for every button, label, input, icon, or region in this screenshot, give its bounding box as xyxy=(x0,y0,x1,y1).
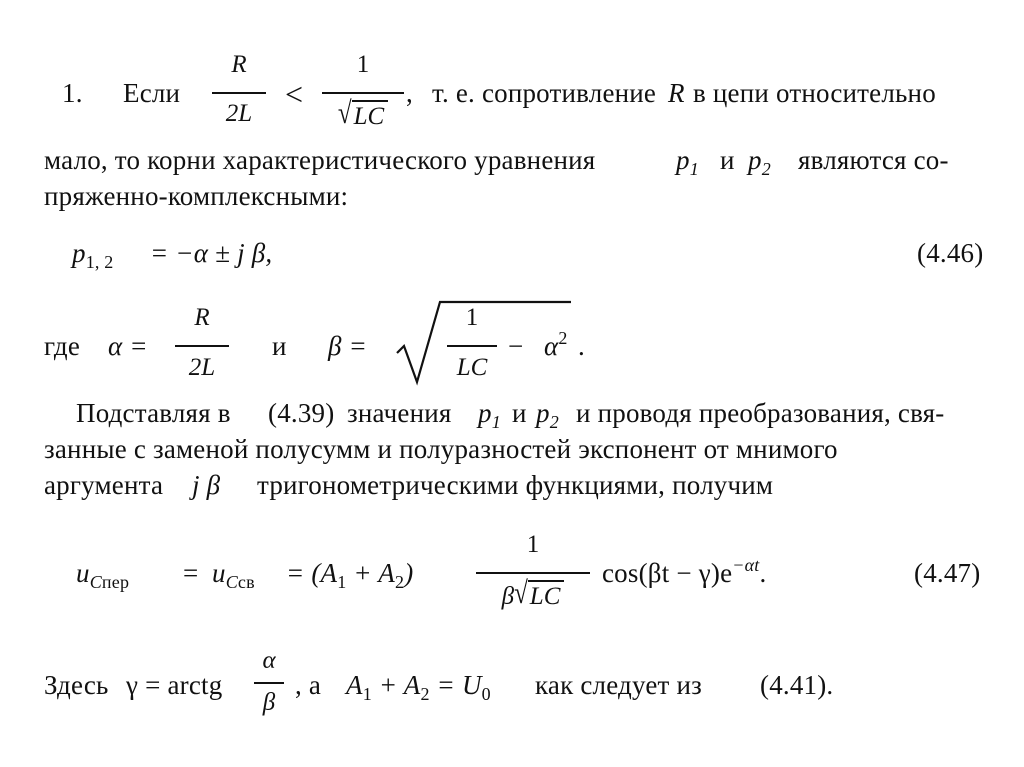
where-word: где xyxy=(44,331,81,361)
cos-term: $\cos(\beta t - \gamma)e^{-\alpha t}$. xyxy=(602,555,767,588)
line2-tail: являются со- xyxy=(798,145,949,175)
line1-tail: в цепи относительно xyxy=(693,78,936,108)
fraction-numerator: R xyxy=(194,304,210,331)
fraction-alpha xyxy=(175,305,229,385)
j-beta: j β xyxy=(192,470,221,500)
fraction-denominator: 2L xyxy=(225,100,253,127)
eq446-rhs: = −α ± j β, xyxy=(150,238,273,268)
alpha-squared: $\alpha^2$ xyxy=(544,328,568,361)
fraction-bar xyxy=(447,345,497,347)
amplitude-sum: = $(A_1 + A_2)$ xyxy=(286,558,414,592)
para-values-word: значения xyxy=(347,398,452,428)
u-c-sv: $u_{Cсв}$ xyxy=(212,558,255,592)
para-line1-start: Подставляя в xyxy=(76,398,231,428)
equals-sign: = xyxy=(183,558,199,588)
fraction-one-over-lc xyxy=(447,305,497,385)
fraction-denominator: β√LC xyxy=(476,580,590,609)
and-word: и xyxy=(720,145,735,175)
fraction-numerator: 1 xyxy=(356,51,370,78)
fraction-bar xyxy=(175,345,229,347)
fraction-denominator: 2L xyxy=(188,354,216,381)
fraction-bar xyxy=(254,682,284,684)
here-ref: (4.41). xyxy=(760,670,834,700)
minus-sign: − xyxy=(508,331,524,361)
fraction-bar xyxy=(476,572,590,574)
period: . xyxy=(578,331,585,361)
fraction-numerator: α xyxy=(262,647,276,674)
fraction-bar xyxy=(212,92,266,94)
var-p2: $p_2$ xyxy=(536,398,559,432)
radical-sign: √ xyxy=(337,96,352,131)
fraction-denominator xyxy=(322,96,404,131)
u-c-per: $u_{Cпер}$ xyxy=(76,558,130,592)
para-line3-start: аргумента xyxy=(44,470,164,500)
fraction-numerator: R xyxy=(231,51,247,78)
fraction-one-over-sqrt-lc xyxy=(322,52,404,132)
comma: , xyxy=(406,78,413,108)
fraction-denominator: LC xyxy=(456,354,488,381)
comma-a: , а xyxy=(295,670,322,700)
para-line3-tail: тригонометрическими функциями, получим xyxy=(257,470,774,500)
here-tail: как следует из xyxy=(535,670,702,700)
eq447-label: (4.47) xyxy=(914,558,981,588)
alpha-eq: α = xyxy=(108,331,148,361)
eq446-lhs: $p_{1, 2}$ xyxy=(72,238,114,272)
and-word: и xyxy=(272,331,287,361)
fraction-r-over-2l xyxy=(212,52,266,132)
var-p2: $p_2$ xyxy=(748,145,771,179)
and-word: и xyxy=(512,398,527,428)
gamma-eq: γ = arctg xyxy=(126,670,223,700)
line2-text: мало, то корни характеристического уравнения xyxy=(44,145,596,175)
fraction-numerator: 1 xyxy=(526,531,540,558)
line1-text: т. е. сопротивление xyxy=(432,78,657,108)
para-line2: занные с заменой полусумм и полуразностей экспонент от мнимого xyxy=(44,434,838,464)
fraction-one-over-beta-sqrt-lc xyxy=(476,532,590,612)
fraction-bar xyxy=(322,92,404,94)
radicand: LC xyxy=(528,580,565,609)
eq446-label: (4.46) xyxy=(917,238,984,268)
para-ref: (4.39) xyxy=(268,398,335,428)
fraction-alpha-over-beta xyxy=(254,648,284,720)
if-word: Если xyxy=(123,78,181,108)
radicand: LC xyxy=(352,100,389,129)
beta-eq: β = xyxy=(328,331,368,361)
radical-sign: √ xyxy=(514,576,528,611)
var-p1: $p_1$ xyxy=(478,398,501,432)
line3-text: пряженно-комплексными: xyxy=(44,181,349,211)
fraction-numerator: 1 xyxy=(465,304,479,331)
a1-plus-a2: $A_1 + A_2 = U_0$ xyxy=(346,670,491,704)
var-p1: $p_1$ xyxy=(676,145,699,179)
fraction-denominator: β xyxy=(262,689,276,716)
item-number: 1. xyxy=(62,78,83,108)
var-r: R xyxy=(668,78,685,108)
here-word: Здесь xyxy=(44,670,109,700)
less-than-sign: < xyxy=(285,76,304,112)
para-line1-tail: и проводя преобразования, свя- xyxy=(576,398,945,428)
